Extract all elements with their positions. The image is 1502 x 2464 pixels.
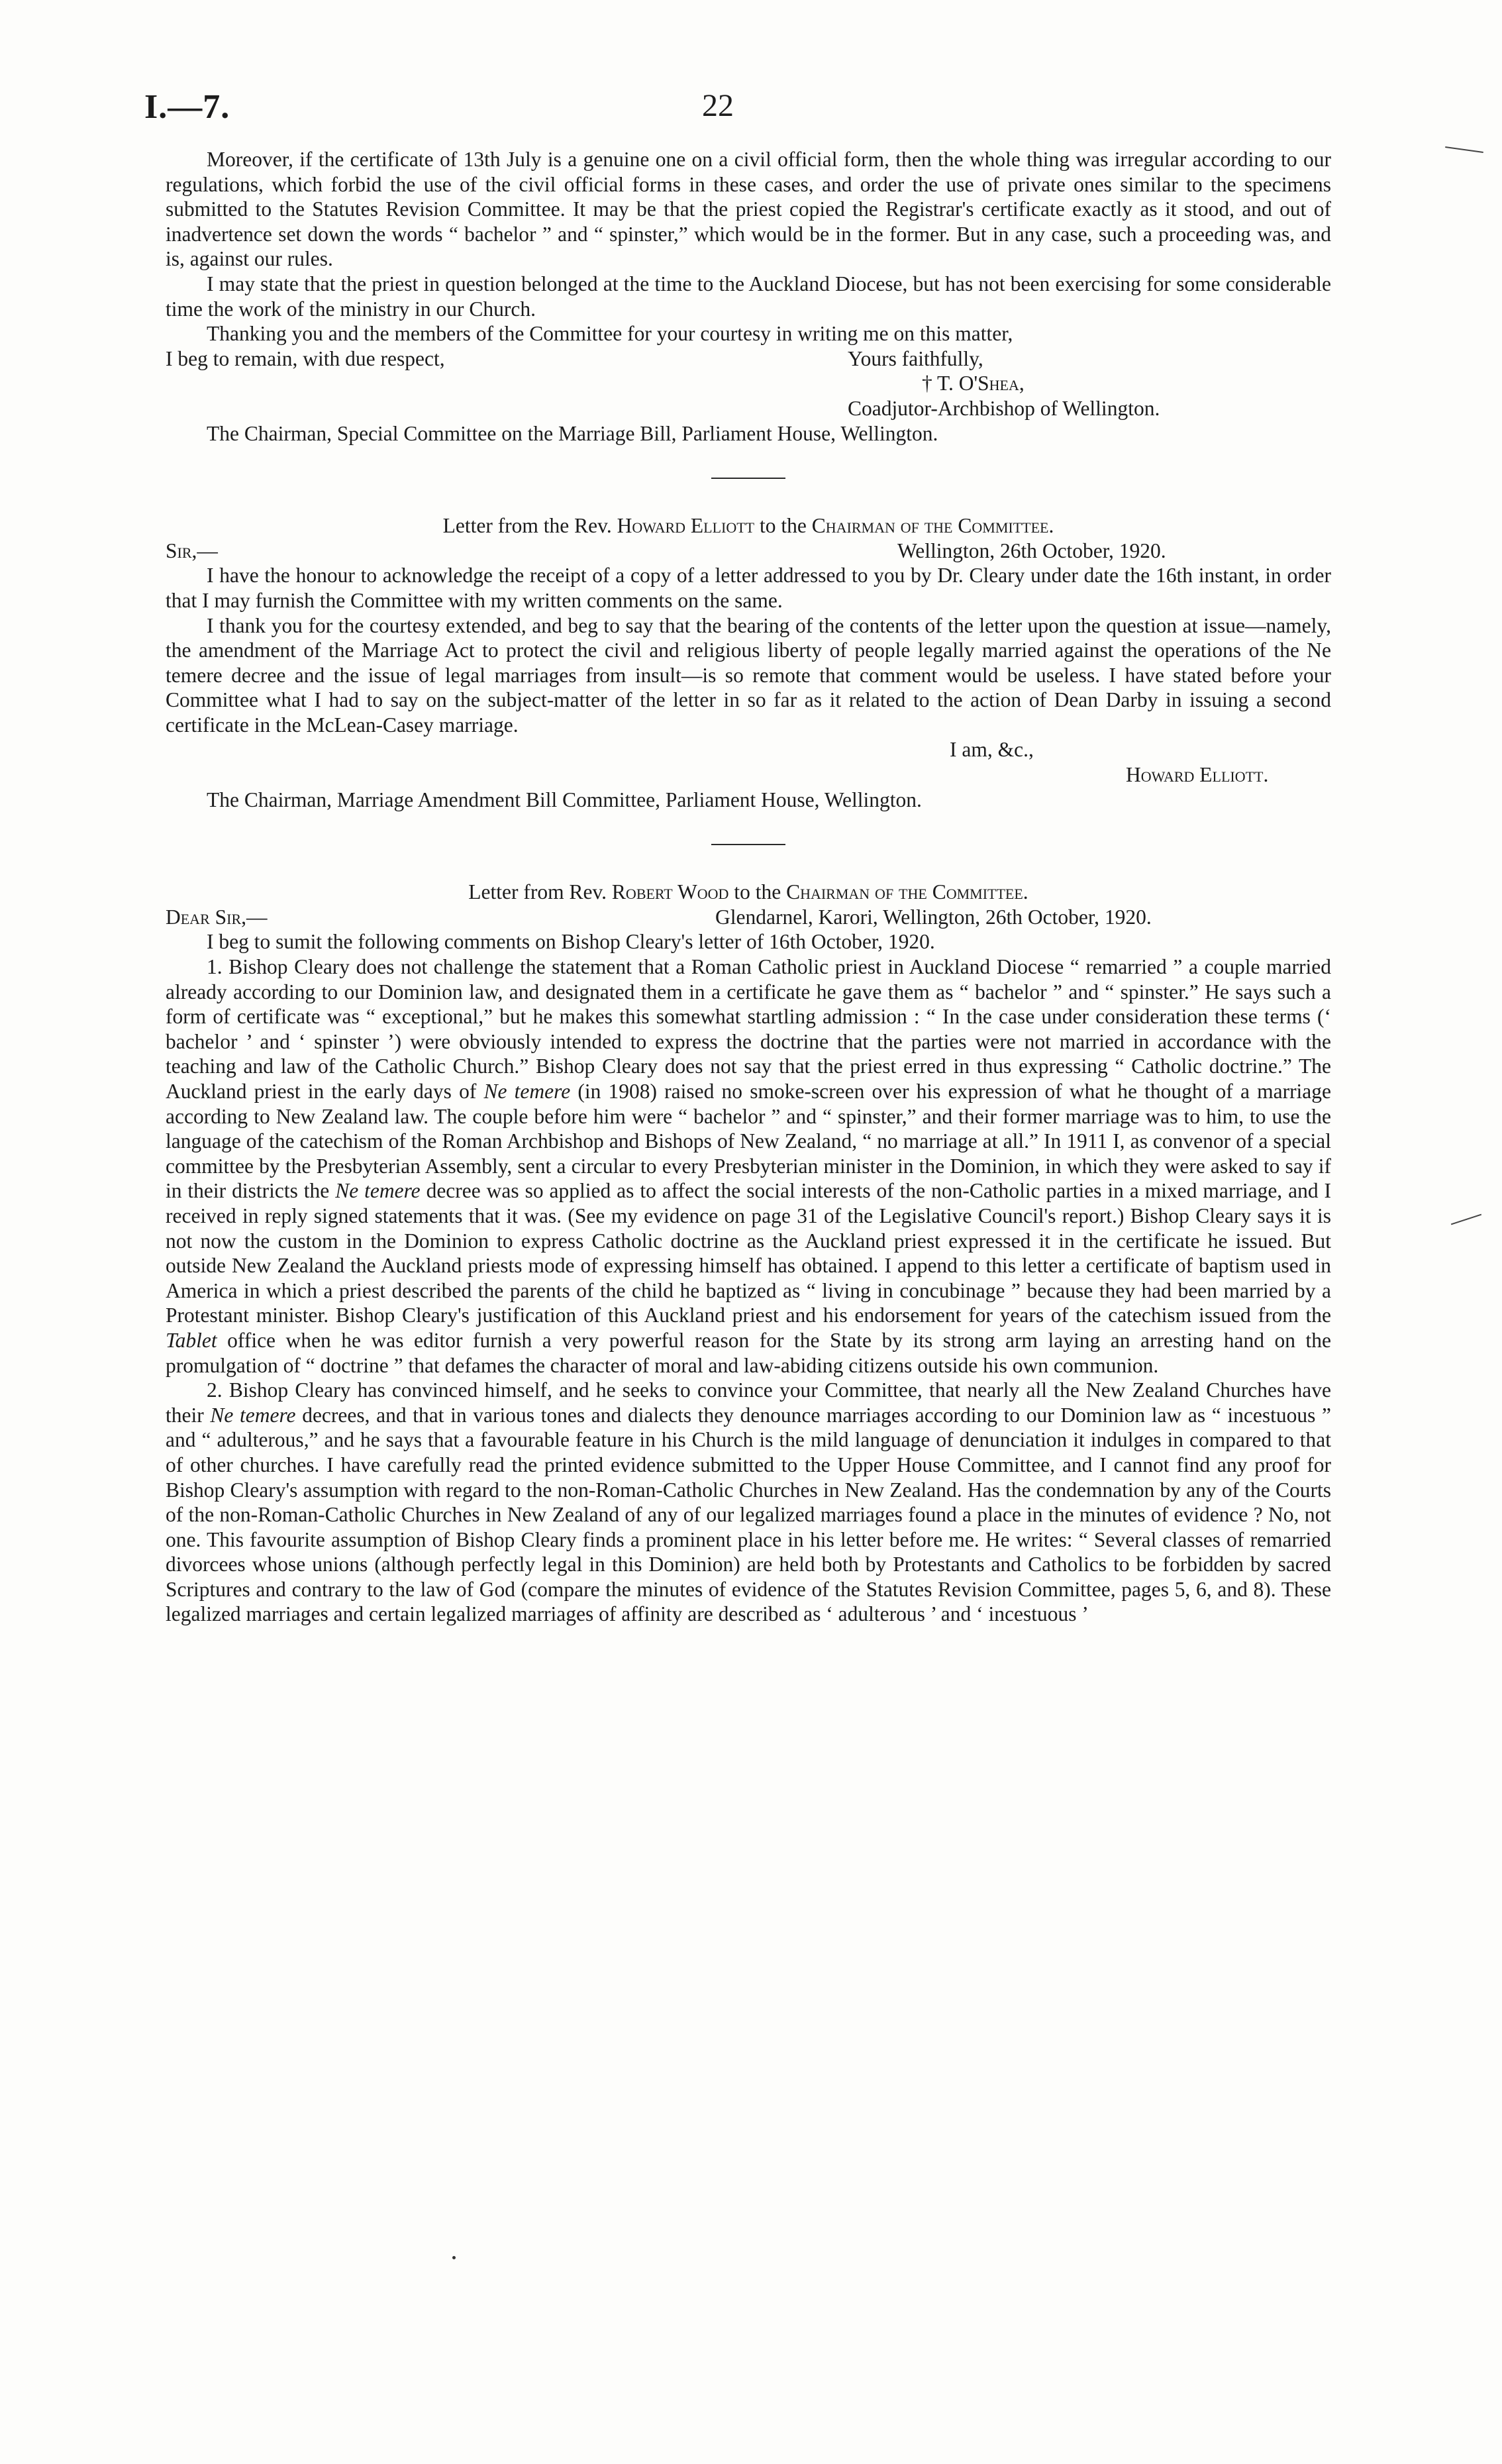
wood-heading-name: Robert Wood <box>611 880 729 904</box>
oshea-signature-line <box>166 371 1331 396</box>
elliott-signature-line <box>166 762 1331 788</box>
oshea-signature: † T. O'Shea, <box>922 372 1025 395</box>
speck-mark <box>452 2256 456 2259</box>
elliott-paragraph-1: I have the honour to acknowledge the receipt of a copy of a letter addressed to you by Dr. Cleary under date the 16th instant, in order that I may furnish the Committee with my written comments on the same. <box>166 564 1331 612</box>
ne-temere-italic-3: Ne temere <box>210 1403 296 1427</box>
elliott-closing-line <box>166 737 1331 762</box>
oshea-remain: I beg to remain, with due respect, <box>166 346 445 370</box>
elliott-heading-to: Chairman of the Committee. <box>811 514 1054 538</box>
elliott-heading: Letter from the Rev. Howard Elliott to the Chairman of the Committee. <box>442 514 1054 538</box>
elliott-place-date: Wellington, 26th October, 1920. <box>897 539 1166 562</box>
wood-paragraph-2: 2. Bishop Cleary has convinced himself, and he seeks to convince your Committee, that nearly all the New Zealand Churches have their Ne temere decrees, and that in various tones and dialects they denounce marriages according to our Dominion law as “ incestuous ” and “ adulterous,” and he says that a favourable feature in his Church is the mild language of denunciation it indulges in compared to that of other churches. I have carefully read the printed evidence submitted to the Upper House Committee, and I cannot find any proof for Bishop Cleary's assumption with regard to the non-Roman-Catholic Churches in New Zealand. Has the condemnation by any of the Courts of the non-Roman-Catholic Churches in New Zealand of any of our legalized marriages found a place in the minutes of evidence ? No, not one. This favourite assumption of Bishop Cleary finds a prominent place in his letter before me. He writes: “ Several classes of remarried divorcees whose unions (although perfectly legal in this Dominion) are held both by Protestants and Catholics to be forbidden by sacred Scriptures and contrary to the law of God (compare the minutes of evidence of the Statutes Revision Committee, pages 5, 6, and 8). These legalized marriages and certain legalized marriages of affinity are described as ‘ adulterous ’ and ‘ incestuous ’ <box>166 1378 1331 1626</box>
elliott-heading-name: Howard Elliott <box>617 514 755 538</box>
elliott-salutation-line <box>166 539 1331 564</box>
wood-salutation-line <box>166 905 1331 930</box>
wood-intro: I beg to sumit the following comments on Bishop Cleary's letter of 16th October, 1920. <box>207 930 935 954</box>
wood-place-date: Glendarnel, Karori, Wellington, 26th October, 1920. <box>715 905 1152 929</box>
wood-salutation: Dear Sir,— <box>166 905 268 929</box>
elliott-addressee: The Chairman, Marriage Amendment Bill Committee, Parliament House, Wellington. <box>207 788 922 811</box>
oshea-title: Coadjutor-Archbishop of Wellington. <box>848 396 1160 420</box>
ne-temere-italic-2: Ne temere <box>335 1179 421 1203</box>
page-number: 22 <box>702 88 734 123</box>
oshea-paragraph-2: I may state that the priest in question belonged at the time to the Auckland Diocese, but has not been exercising for some considerable time the work of the ministry in our Church. <box>166 272 1331 321</box>
wood-heading: Letter from Rev. Robert Wood to the Chairman of the Committee. <box>468 880 1028 904</box>
oshea-paragraph-1: Moreover, if the certificate of 13th July is a genuine one on a civil official form, then the whole thing was irregular according to our regulations, which forbid the use of the civil official forms in these cases, and order the use of private ones similar to the specimens submitted to the Statutes Revision Committee. It may be that the priest copied the Registrar's certificate exactly as it stood, and out of inadvertence set down the words “ bachelor ” and “ spinster,” which would be in the former. But in any case, such a proceeding was, and is, against our rules. <box>166 148 1331 271</box>
wood-heading-to: Chairman of the Committee. <box>786 880 1028 904</box>
page-body <box>166 147 1331 1627</box>
oshea-remain-line <box>166 346 1331 372</box>
elliott-salutation: Sir,— <box>166 539 218 562</box>
paper-reference: I.—7. <box>144 88 230 126</box>
oshea-title-line <box>166 396 1331 421</box>
margin-mark-top <box>1445 146 1483 153</box>
margin-mark-middle <box>1451 1214 1481 1225</box>
ne-temere-italic-1: Ne temere <box>483 1080 571 1103</box>
tablet-italic: Tablet <box>166 1328 217 1352</box>
oshea-paragraph-3: Thanking you and the members of the Committee for your courtesy in writing me on this matter, <box>207 322 1013 346</box>
elliott-closing: I am, &c., <box>950 738 1034 762</box>
elliott-paragraph-2: I thank you for the courtesy extended, and beg to say that the bearing of the contents of the letter upon the question at issue—namely, the amendment of the Marriage Act to protect the civil and religious liberty of people legally married against the operations of the Ne temere decree and the issue of legal marriages from insult—is so remote that comment would be useless. I have stated before your Committee what I had to say on the subject-matter of the letter in so far as it related to the action of Dean Darby in issuing a second certificate in the McLean-Casey marriage. <box>166 613 1331 737</box>
elliott-signature: Howard Elliott. <box>1126 763 1269 787</box>
wood-paragraph-1: 1. Bishop Cleary does not challenge the statement that a Roman Catholic priest in Auckland Diocese “ remarried ” a couple married already according to our Dominion law, and designated them in a certificate he gave them as “ bachelor ” and “ spinster.” He says such a form of certificate was “ exceptional,” but he makes this somewhat startling admission : “ In the case under consideration these terms (‘ bachelor ’ and ‘ spinster ’) were obviously intended to express the doctrine that the parties were not married in accordance with the teaching and law of the Catholic Church.” Bishop Cleary does not say that the priest erred in thus expressing “ Catholic doctrine.” The Auckland priest in the early days of Ne temere (in 1908) raised no smoke-screen over his expression of what he thought of a marriage according to New Zealand law. The couple before him were “ bachelor ” and “ spinster,” and their former marriage was to him, to use the language of the catechism of the Roman Archbishop and Bishops of New Zealand, “ no marriage at all.” In 1911 I, as convenor of a special committee by the Presbyterian Assembly, sent a circular to every Presbyterian minister in the Dominion, in which they were asked to say if in their districts the Ne temere decree was so applied as to affect the social interests of the non-Catholic parties in a mixed marriage, and I received in reply signed statements that it was. (See my evidence on page 31 of the Legislative Council's report.) Bishop Cleary says it is not now the custom in the Dominion to express Catholic doctrine as the Auckland priest expressed it in the certificate he issued. But outside New Zealand the Auckland priests mode of expressing himself has obtained. I append to this letter a certificate of baptism used in America in which a priest described the parents of the child he baptized as “ living in concubinage ” because they had been married by a Protestant minister. Bishop Cleary's justification of this Auckland priest and his endorsement for years of the catechism issued from the Tablet office when he was editor furnish a very powerful reason for the State by its strong arm laying an arresting hand on the promulgation of “ doctrine ” that defames the character of moral and law-abiding citizens outside his own communion. <box>166 955 1332 1377</box>
oshea-closing: Yours faithfully, <box>848 346 983 370</box>
oshea-addressee: The Chairman, Special Committee on the Marriage Bill, Parliament House, Wellington. <box>207 421 938 445</box>
